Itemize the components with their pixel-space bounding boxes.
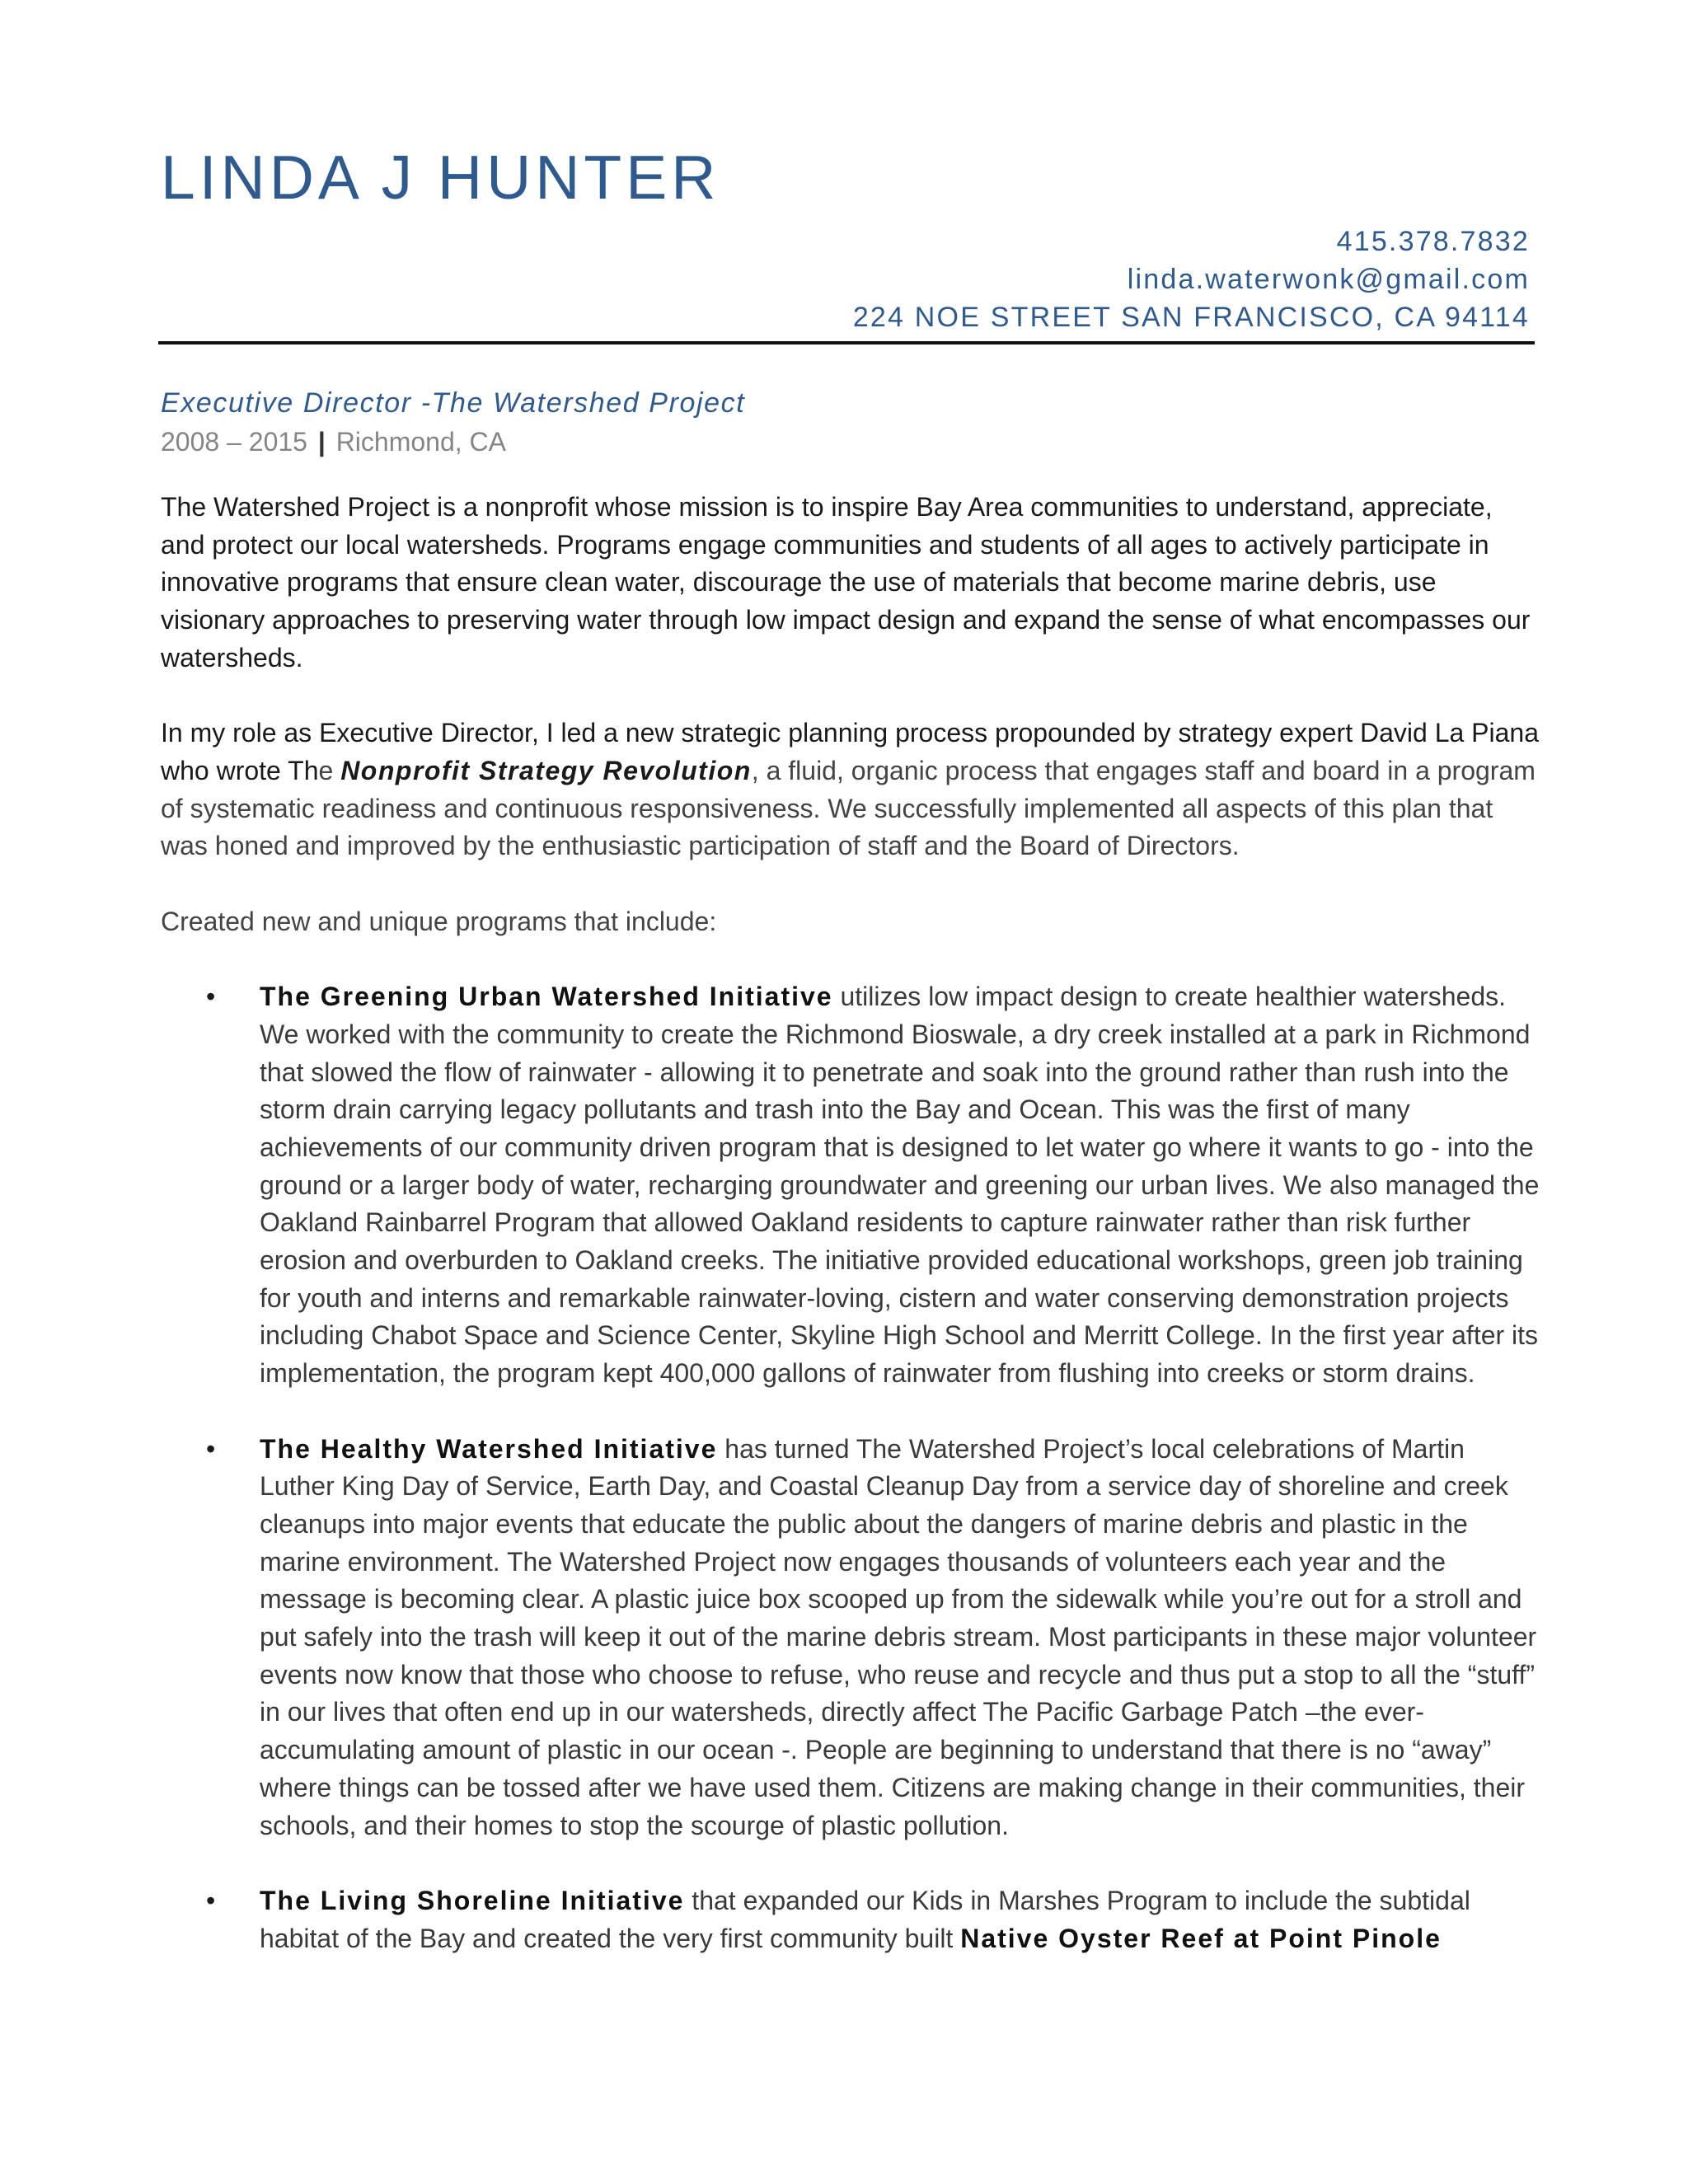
role-text-the-e: e	[318, 755, 334, 785]
program-name: The Greening Urban Watershed Initiative	[260, 982, 833, 1012]
programs-list	[161, 978, 1541, 1957]
job-meta	[161, 427, 506, 457]
program-highlight: Native Oyster Reef at Point Pinole	[960, 1923, 1442, 1953]
bullet-icon: •	[206, 982, 216, 1012]
program-item-living-shoreline	[206, 1882, 1541, 1957]
role-paragraph	[161, 715, 1541, 865]
email-address: linda.waterwonk@gmail.com	[1127, 264, 1530, 295]
program-name: The Living Shoreline Initiative	[260, 1885, 685, 1915]
role-text-after: , a fluid, organic process that engages staff and board in a program of systematic readiness and continuous responsiveness. We successfully implemented all aspects of this plan that was honed and improved by the enthusiastic participation of staff and the Board of Directors.	[161, 755, 1536, 861]
bullet-icon: •	[206, 1885, 216, 1915]
program-description: has turned The Watershed Project’s local celebrations of Martin Luther King Day of Service, Earth Day, and Coastal Cleanup Day from a service day of shoreline and creek cleanups into major events that educate the public about the dangers of marine debris and plastic in the marine environment. The Watershed Project now engages thousands of volunteers each year and the message is becoming clear. A plastic juice box scooped up from the sidewalk while you’re out for a stroll and put safely into the trash will keep it out of the marine debris stream. Most participants in these major volunteer events now know that those who choose to refuse, who reuse and recycle and thus put a stop to all the “stuff” in our lives that often end up in our watersheds, directly affect The Pacific Garbage Patch –the ever-accumulating amount of plastic in our ocean -. People are beginning to understand that there is no “away” where things can be tossed after we have used them. Citizens are making change in their communities, their schools, and their homes to stop the scourge of plastic pollution.	[260, 1433, 1537, 1840]
program-description: utilizes low impact design to create healthier watersheds. We worked with the community to create the Richmond Bioswale, a dry creek installed at a park in Richmond that slowed the flow of rainwater - allowing it to penetrate and soak into the ground rather than rush into the storm drain carrying legacy pollutants and trash into the Bay and Ocean. This was the first of many achievements of our community driven program that is designed to let water go where it wants to go - into the ground or a larger body of water, recharging groundwater and greening our urban lives. We also managed the Oakland Rainbarrel Program that allowed Oakland residents to capture rainwater rather than risk further erosion and overburden to Oakland creeks. The initiative provided educational workshops, green job training for youth and interns and remarkable rainwater-loving, cistern and water conserving demonstration projects including Chabot Space and Science Center, Skyline High School and Merritt College. In the first year after its implementation, the program kept 400,000 gallons of rainwater from flushing into creeks or storm drains.	[260, 982, 1540, 1389]
role-text-before: In my role as Executive Director, I led a new strategic planning process propounded by strategy expert David La Piana who wrote Th	[161, 718, 1540, 785]
program-name: The Healthy Watershed Initiative	[260, 1433, 718, 1464]
bullet-icon: •	[206, 1433, 216, 1464]
job-title: Executive Director -The Watershed Project	[161, 387, 746, 419]
programs-intro: Created new and unique programs that include:	[161, 906, 717, 936]
phone-number: 415.378.7832	[1336, 226, 1530, 257]
job-description	[161, 489, 1541, 1995]
contact-block	[623, 223, 1530, 336]
header-divider	[158, 341, 1535, 344]
book-title: Nonprofit Strategy Revolution	[340, 755, 752, 785]
candidate-name: LINDA J HUNTER	[161, 143, 720, 212]
program-description: that expanded our Kids in Marshes Program to include the subtidal habitat of the Bay and created the very first community built	[260, 1885, 1470, 1953]
job-location: Richmond, CA	[335, 427, 506, 457]
program-item-healthy	[206, 1431, 1541, 1845]
program-item-greening	[206, 978, 1541, 1393]
job-meta-separator: |	[317, 427, 326, 457]
job-dates: 2008 – 2015	[161, 427, 307, 457]
mission-paragraph: The Watershed Project is a nonprofit whose mission is to inspire Bay Area communities to understand, appreciate, and protect our local watersheds. Programs engage communities and students of all ages to actively participate in innovative programs that ensure clean water, discourage the use of materials that become marine debris, use visionary approaches to preserving water through low impact design and expand the sense of what encompasses our watersheds.	[161, 492, 1531, 673]
street-address: 224 NOE STREET SAN FRANCISCO, CA 94114	[852, 302, 1530, 333]
